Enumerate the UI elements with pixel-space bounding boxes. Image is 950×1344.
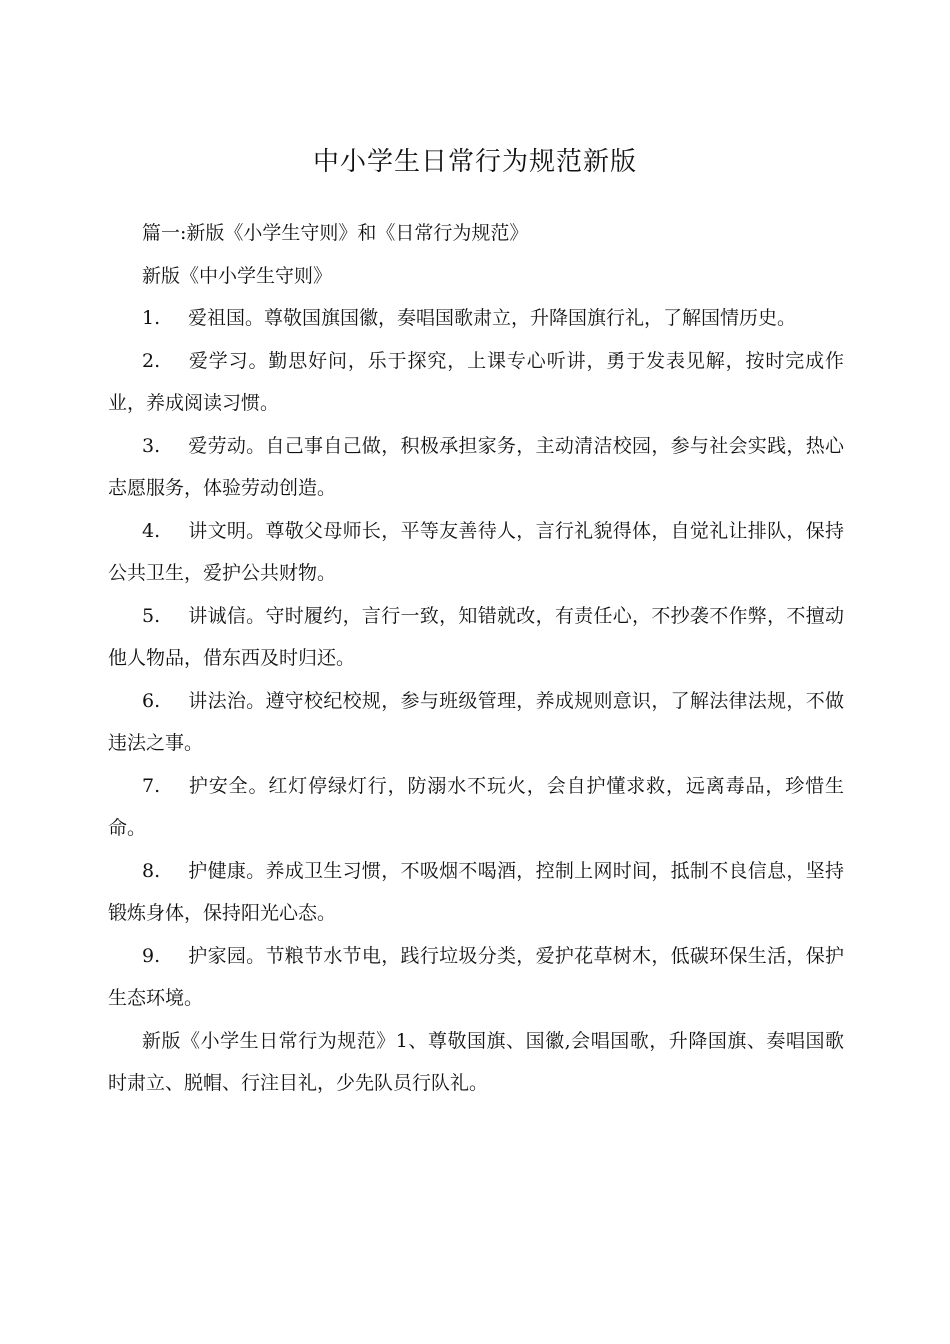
list-item-number: 2. [142,349,161,372]
section-heading: 篇一:新版《小学生守则》和《日常行为规范》 [142,222,529,244]
list-item-number: 1. [142,307,161,329]
list-item [108,680,844,765]
list-item-text: 讲文明。尊敬父母师长，平等友善待人，言行礼貌得体，自觉礼让排队，保持公共卫生，爱护公共财物。 [108,519,844,584]
list-item [108,935,844,1020]
list-item-text: 护家园。节粮节水节电，践行垃圾分类，爱护花草树木，低碳环保生活，保护生态环境。 [108,944,844,1009]
list-item [108,340,844,425]
list-item [108,765,844,850]
list-item-number: 8. [142,859,161,882]
list-item [108,510,844,595]
document-body [108,212,844,1105]
list-item-number: 5. [142,604,161,627]
list-item-text: 讲法治。遵守校纪校规，参与班级管理，养成规则意识，了解法律法规，不做违法之事。 [108,689,844,754]
document-title: 中小学生日常行为规范新版 [312,147,637,177]
list-item [108,595,844,680]
list-item-text: 护健康。养成卫生习惯，不吸烟不喝酒，控制上网时间，抵制不良信息，坚持锻炼身体，保持阳光心态。 [108,859,844,924]
list-item-text: 讲诚信。守时履约，言行一致，知错就改，有责任心，不抄袭不作弊，不擅动他人物品，借东西及时归还。 [108,604,844,669]
closing-paragraph: 新版《小学生日常行为规范》1、尊敬国旗、国徽,会唱国歌，升降国旗、奏唱国歌时肃立、脱帽、行注目礼，少先队员行队礼。 [108,1029,844,1094]
section-subheading: 新版《中小学生守则》 [142,264,333,287]
list-item-text: 爱学习。勤思好问，乐于探究，上课专心听讲，勇于发表见解，按时完成作业，养成阅读习惯。 [108,349,844,414]
list-item [108,297,844,340]
list-item-number: 4. [142,519,161,542]
list-item-number: 6. [142,689,161,712]
list-item [108,850,844,935]
list-item-text: 爱祖国。尊敬国旗国徽，奏唱国歌肃立，升降国旗行礼，了解国情历史。 [188,307,797,329]
list-item-number: 9. [142,944,161,967]
list-item-text: 护安全。红灯停绿灯行，防溺水不玩火，会自护懂求救，远离毒品，珍惜生命。 [108,774,844,839]
list-item-number: 7. [142,774,161,797]
list-item-text: 爱劳动。自己事自己做，积极承担家务，主动清洁校园，参与社会实践，热心志愿服务，体验劳动创造。 [108,434,844,499]
list-item-number: 3. [142,434,161,457]
list-item [108,425,844,510]
